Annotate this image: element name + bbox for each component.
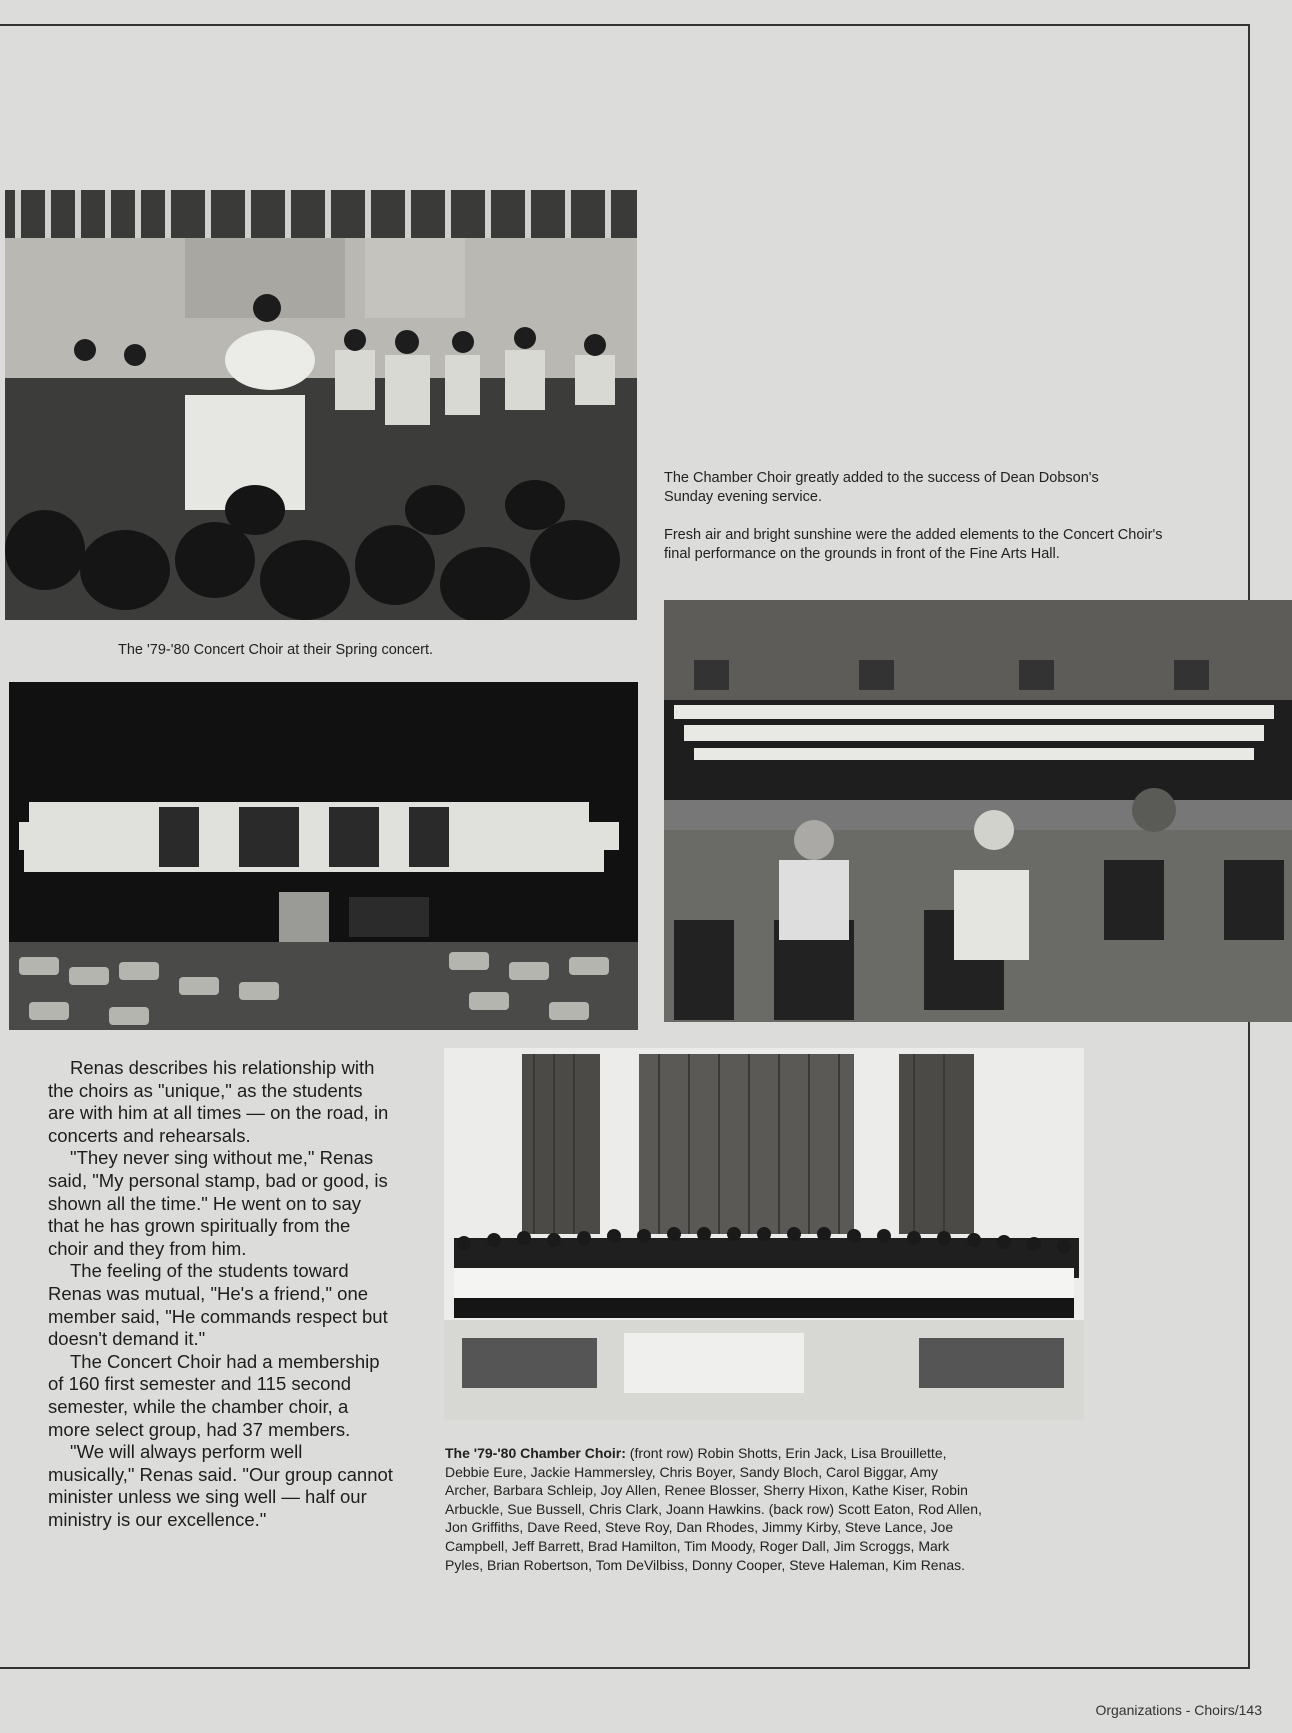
caption-chamber-choir [445,1444,985,1574]
article-body [48,1057,393,1531]
caption-chamber-service: The Chamber Choir greatly added to the success of Dean Dobson's Sunday evening service. [664,470,1099,505]
caption-spring-concert: The '79-'80 Concert Choir at their Spring concert. [118,642,434,658]
photo-concert-hall [9,682,638,1030]
article-paragraph: "We will always perform well musically," Renas said. "Our group cannot minister unless we sing well — half our ministry is our excellence." [48,1441,393,1530]
page-folio: Organizations - Choirs/143 [1095,1702,1262,1718]
photo-outdoor-concert [664,600,1292,1022]
article-paragraph: The feeling of the students toward Renas was mutual, "He's a friend," one member said, "He commands respect but doesn't demand it." [48,1260,388,1350]
article-paragraph: Renas describes his relationship with the choirs as "unique," as the students are with him at all times — on the road, in concerts and rehearsals. [48,1057,389,1146]
caption-chamber-choir-names: (front row) Robin Shotts, Erin Jack, Lisa Brouillette, Debbie Eure, Jackie Hammersley, Chris Boyer, Sandy Bloch, Carol Biggar, Amy Archer, Barbara Schleip, Joy Allen, Renee Blosser, Sherry Hixon, Kathe Kiser, Robin Arbuckle, Sue Bussell, Chris Clark, Joann Hawkins. (back row) Scott Eaton, Rod Allen, Jon Griffiths, Dave Reed, Steve Roy, Dan Rhodes, Jimmy Kirby, Steve Lance, Joe Campbell, Jeff Barrett, Brad Hamilton, Tim Moody, Roger Dall, Jim Scroggs, Mark Pyles, Brian Robertson, Tom DeVilbiss, Donny Cooper, Steve Haleman, Kim Renas. [445,1445,982,1573]
photo-chamber-choir [444,1048,1084,1420]
photo-spring-concert [5,190,637,620]
caption-outdoor: Fresh air and bright sunshine were the added elements to the Concert Choir's final performance on the grounds in front of the Fine Arts Hall. [664,527,1163,562]
article-paragraph: "They never sing without me," Renas said, "My personal stamp, bad or good, is shown all the time." He went on to say that he has grown spiritually from the choir and they from him. [48,1147,388,1259]
caption-chamber-choir-title: The '79-'80 Chamber Choir: [445,1445,626,1461]
article-paragraph: The Concert Choir had a membership of 160 first semester and 115 second semester, while the chamber choir, a more select group, had 37 members. [48,1350,380,1440]
